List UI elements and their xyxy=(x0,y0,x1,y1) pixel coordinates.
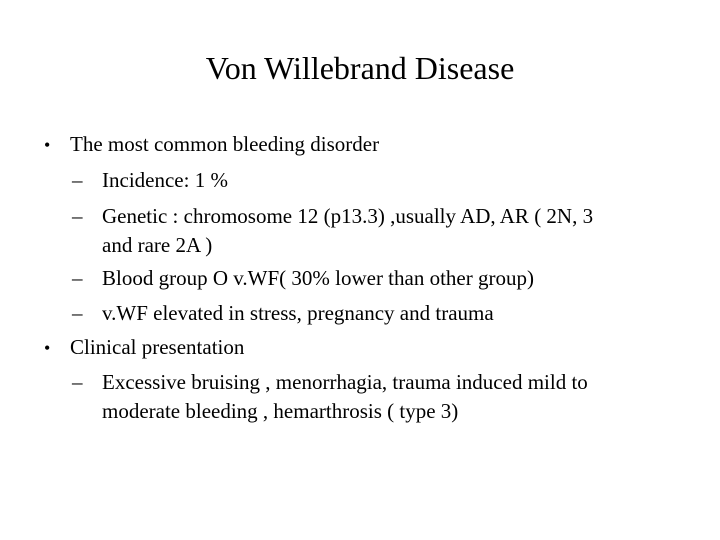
dash-marker: – xyxy=(72,301,83,325)
dash-marker: – xyxy=(72,168,83,192)
sub-bullet-item: v.WF elevated in stress, pregnancy and trauma xyxy=(102,301,494,325)
dash-marker: – xyxy=(72,204,83,228)
slide-title: Von Willebrand Disease xyxy=(205,50,515,86)
sub-bullet-item: Incidence: 1 % xyxy=(102,168,228,192)
sub-bullet-item: Excessive bruising , menorrhagia, trauma induced mild to xyxy=(102,370,588,394)
dash-marker: – xyxy=(72,370,83,394)
bullet-item: The most common bleeding disorder xyxy=(70,132,380,156)
sub-bullet-item: Blood group O v.WF( 30% lower than other group) xyxy=(102,266,534,290)
bullet-marker: • xyxy=(44,135,51,155)
sub-bullet-continuation: and rare 2A ) xyxy=(102,233,213,257)
dash-marker: – xyxy=(72,266,83,290)
bullet-marker: • xyxy=(44,338,51,358)
bullet-item: Clinical presentation xyxy=(70,335,245,359)
sub-bullet-continuation: moderate bleeding , hemarthrosis ( type 3) xyxy=(102,399,459,423)
sub-bullet-item: Genetic : chromosome 12 (p13.3) ,usually AD, AR ( 2N, 3 xyxy=(102,204,594,228)
